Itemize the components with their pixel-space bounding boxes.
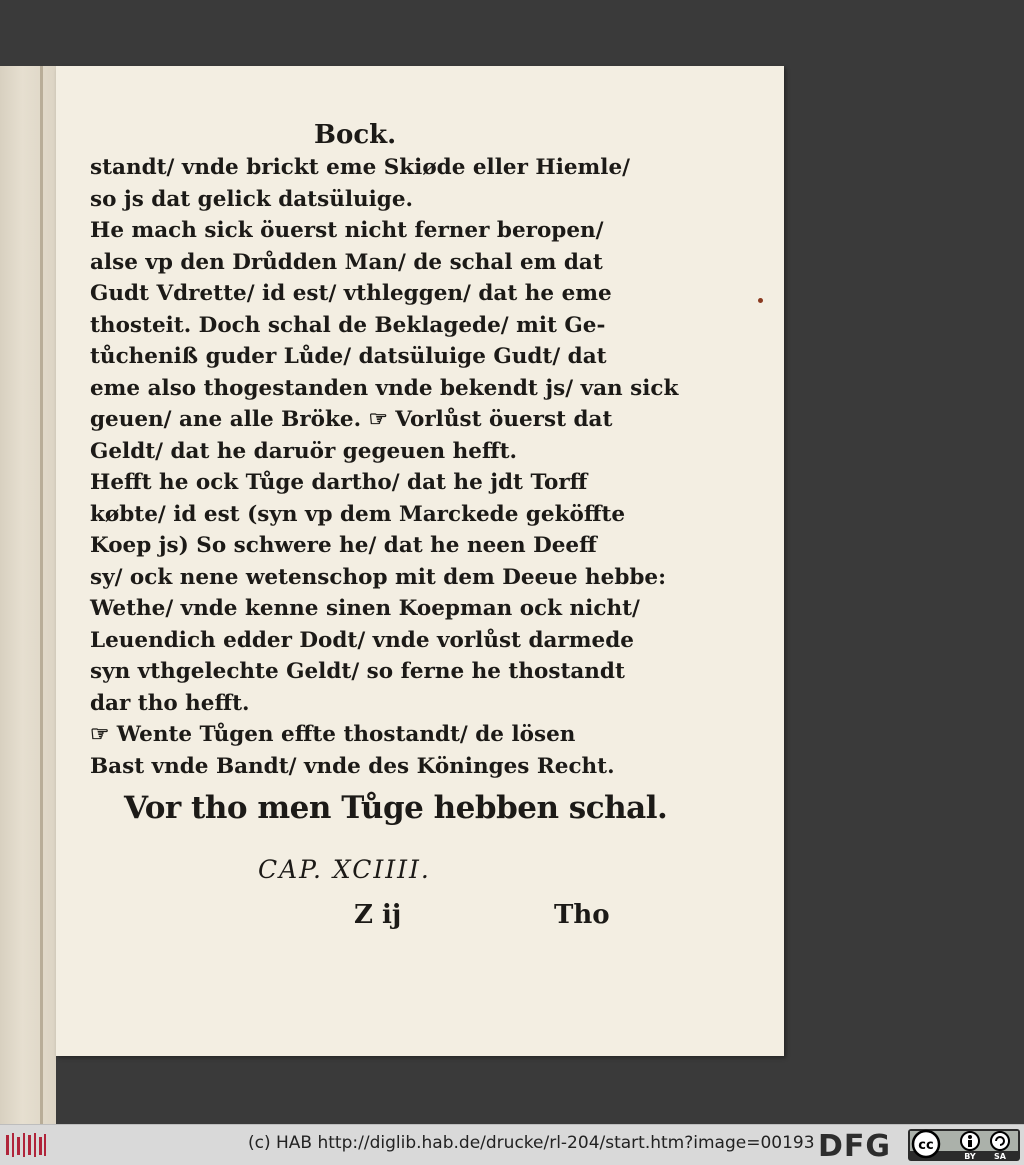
running-head: Bock. — [314, 120, 397, 150]
text-line: so js dat gelick datsüluige. — [90, 186, 413, 212]
text-line: syn vthgelechte Geldt/ so ferne he thostandt — [90, 659, 625, 684]
text-line: Wethe/ vnde kenne sinen Koepman ock nicht/ — [90, 596, 640, 621]
text-line: eme also thogestanden vnde bekendt js/ van sick — [90, 375, 679, 401]
text-line: alse vp den Drůdden Man/ de schal em dat — [90, 249, 603, 275]
text-line: Bast vnde Bandt/ vnde des Köninges Recht. — [90, 753, 615, 779]
citation-link[interactable]: (c) HAB http://diglib.hab.de/drucke/rl-204/start.htm?image=00193 — [248, 1133, 815, 1153]
text-line: Geldt/ dat he daruör gegeuen hefft. — [90, 438, 517, 464]
text-line: sy/ ock nene wetenschop mit dem Deeue hebbe: — [90, 564, 667, 590]
by-icon — [961, 1132, 979, 1150]
text-line: thosteit. Doch schal de Beklagede/ mit Ge- — [90, 312, 606, 338]
text-line: tůcheniß guder Lůde/ datsüluige Gudt/ dat — [90, 344, 607, 369]
dfg-logo: DFG — [818, 1129, 892, 1164]
left-page-edge — [40, 66, 43, 1124]
text-line: Gudt Vdrette/ id est/ vthleggen/ dat he eme — [90, 281, 612, 306]
ink-speck — [758, 298, 763, 303]
hab-barcode-icon — [4, 1131, 48, 1159]
text-line: købte/ id est (syn vp dem Marckede geköffte — [90, 501, 626, 527]
cc-icon — [913, 1131, 939, 1157]
text-line: dar tho hefft. — [90, 690, 250, 716]
text-line: He mach sick öuerst nicht ferner beropen/ — [90, 218, 604, 243]
cc-license-badge[interactable] — [908, 1129, 1020, 1161]
footer-bar — [0, 1124, 1024, 1165]
chapter-number: CAP. XCIIII. — [258, 855, 431, 884]
text-line: ☞ Wente Tůgen effte thostandt/ de lösen — [90, 722, 576, 747]
text-line: geuen/ ane alle Bröke. ☞ Vorlůst öuerst dat — [90, 407, 613, 432]
text-line: standt/ vnde brickt eme Skiøde eller Hiemle/ — [90, 155, 630, 180]
sa-icon — [991, 1132, 1009, 1150]
left-page-margin — [0, 66, 56, 1124]
svg-text:cc: cc — [918, 1138, 934, 1153]
catchword: Tho — [554, 900, 610, 930]
text-line: Leuendich edder Dodt/ vnde vorlůst darmede — [90, 627, 634, 653]
section-heading: Vor tho men Tůge hebben schal. — [124, 790, 668, 826]
signature-mark: Z ij — [354, 900, 402, 930]
text-line: Koep js) So schwere he/ dat he neen Deeff — [90, 533, 597, 558]
sa-label: SA — [994, 1152, 1006, 1161]
text-line: Hefft he ock Tůge dartho/ dat he jdt Torff — [90, 470, 588, 495]
body-text — [90, 152, 679, 782]
by-label: BY — [964, 1152, 976, 1161]
